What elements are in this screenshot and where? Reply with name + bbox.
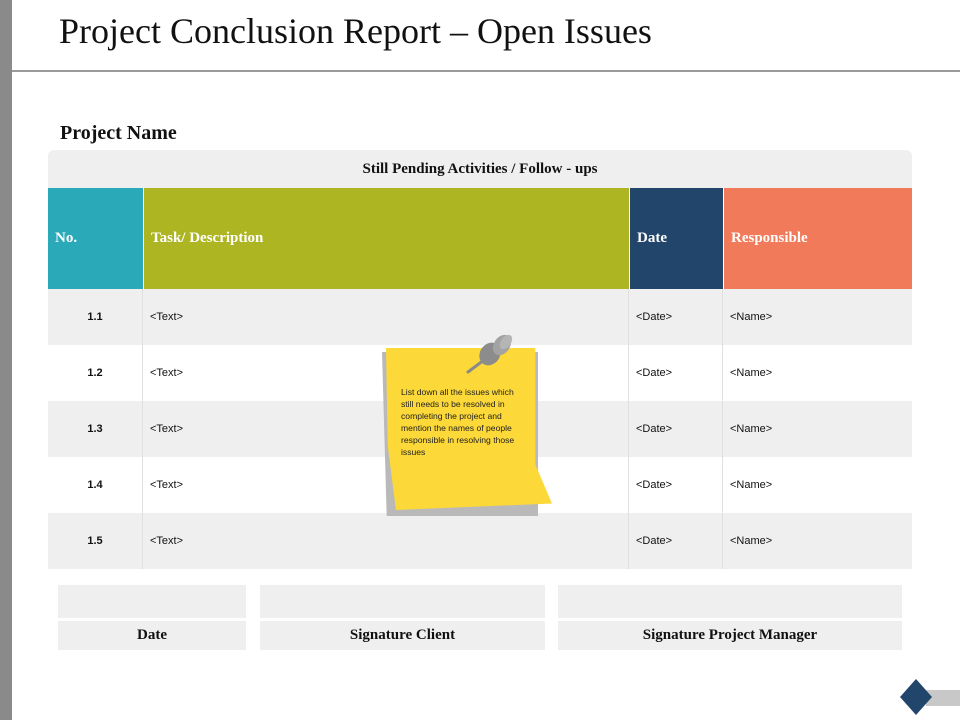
manager-signature-label: Signature Project Manager: [558, 621, 902, 650]
title-divider: [12, 70, 960, 72]
row-responsible[interactable]: <Name>: [723, 289, 912, 345]
sticky-note: [378, 330, 558, 522]
left-accent-bar: [0, 0, 12, 720]
page-title: Project Conclusion Report – Open Issues: [59, 11, 652, 51]
row-task[interactable]: <Text>: [143, 289, 629, 345]
manager-signature-box[interactable]: [558, 585, 902, 618]
row-date[interactable]: <Date>: [629, 457, 723, 513]
row-number: 1.5: [48, 513, 143, 569]
table-header-row: [48, 188, 912, 289]
header-task-description: Task/ Description: [143, 188, 629, 289]
header-date: Date: [629, 188, 723, 289]
row-number: 1.4: [48, 457, 143, 513]
diamond-arrow-icon[interactable]: [896, 678, 960, 718]
row-date[interactable]: <Date>: [629, 289, 723, 345]
row-responsible[interactable]: <Name>: [723, 401, 912, 457]
client-signature-box[interactable]: [260, 585, 545, 618]
row-task[interactable]: <Text>: [143, 513, 629, 569]
row-responsible[interactable]: <Name>: [723, 457, 912, 513]
table-caption: Still Pending Activities / Follow - ups: [48, 150, 912, 188]
row-number: 1.2: [48, 345, 143, 401]
client-signature-label: Signature Client: [260, 621, 545, 650]
row-task[interactable]: <Text>: [143, 457, 629, 513]
row-date[interactable]: <Date>: [629, 513, 723, 569]
sticky-note-text: List down all the issues which still needs to be resolved in completing the project and mention the names of people responsible in resolving those issues: [401, 387, 515, 457]
row-date[interactable]: <Date>: [629, 401, 723, 457]
row-date[interactable]: <Date>: [629, 345, 723, 401]
date-signature-box[interactable]: [58, 585, 246, 618]
header-no: No.: [48, 188, 143, 289]
project-name-label: Project Name: [60, 122, 177, 144]
header-responsible: Responsible: [723, 188, 912, 289]
date-signature-label: Date: [58, 621, 246, 650]
row-responsible[interactable]: <Name>: [723, 513, 912, 569]
row-number: 1.1: [48, 289, 143, 345]
row-responsible[interactable]: <Name>: [723, 345, 912, 401]
pushpin-icon: [462, 330, 522, 378]
row-number: 1.3: [48, 401, 143, 457]
row-task[interactable]: <Text>: [143, 345, 629, 401]
row-task[interactable]: <Text>: [143, 401, 629, 457]
